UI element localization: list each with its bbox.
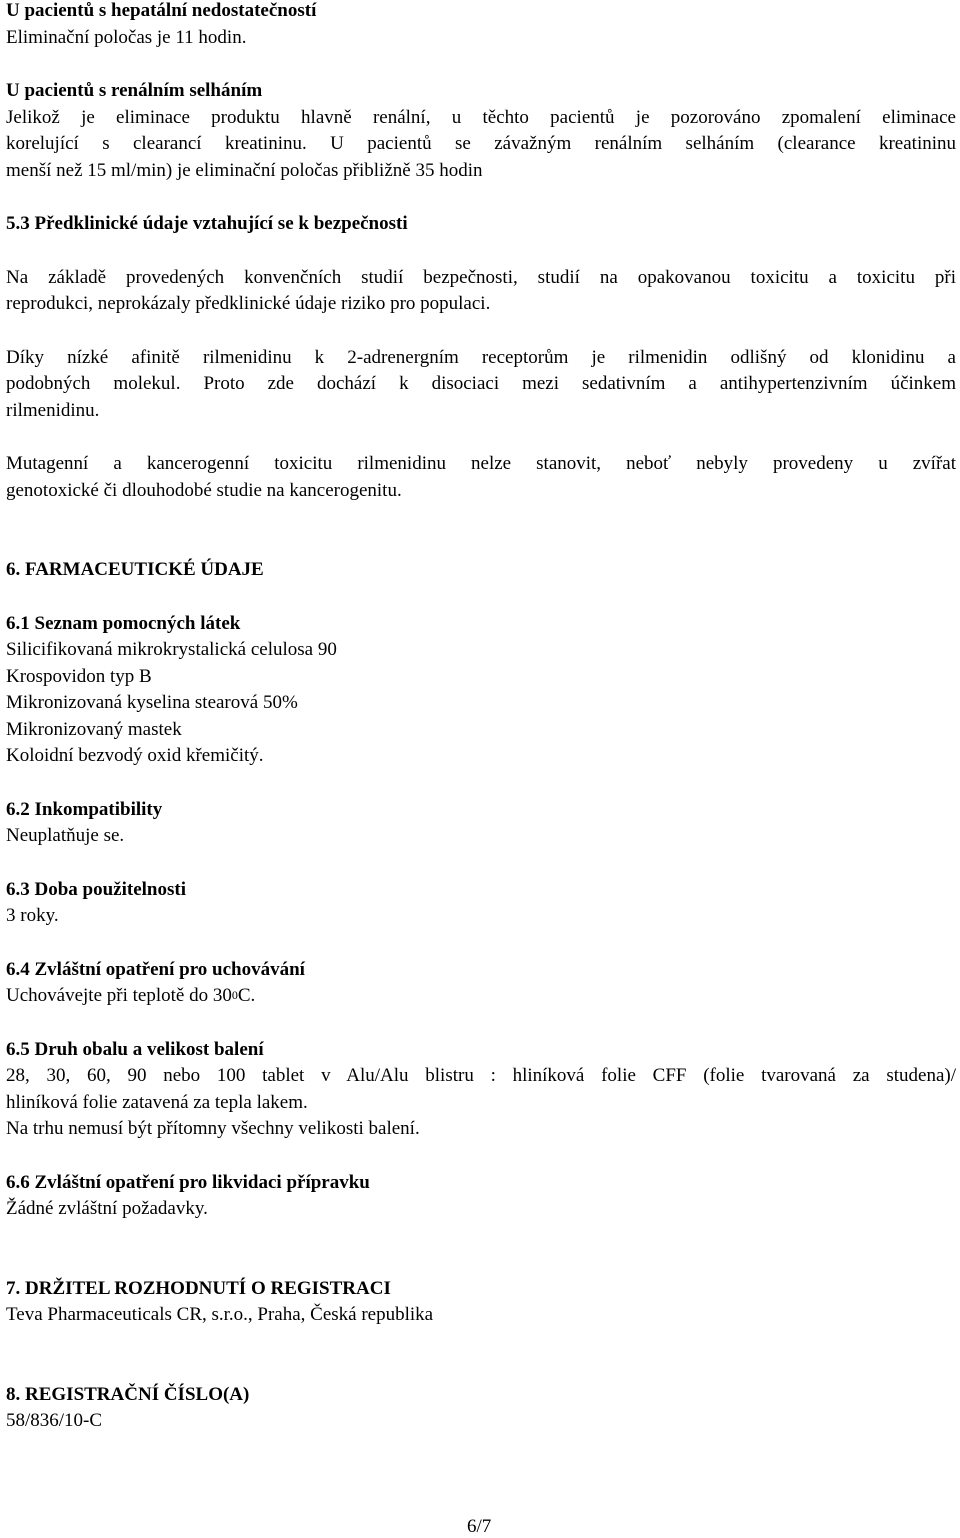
degree-superscript: 0 — [231, 988, 238, 1002]
section-6-4-heading: 6.4 Zvláštní opatření pro uchovávání — [6, 958, 305, 980]
section-5-3 — [6, 211, 956, 504]
section-6-2-heading: 6.2 Inkompatibility — [6, 798, 163, 820]
section-6-5-line-3: Na trhu nemusí být přítomny všechny velikosti balení. — [6, 1118, 420, 1139]
storage-text-main: Uchovávejte při teplotě do 30 — [6, 985, 232, 1006]
section-6-5-line-1: 28, 30, 60, 90 nebo 100 tablet v Alu/Alu blistru : hliníková folie CFF (folie tvarovaná za studena)/ — [6, 1065, 956, 1086]
section-6-6-heading: 6.6 Zvláštní opatření pro likvidaci přípravku — [6, 1171, 370, 1193]
excipient-item: Silicifikovaná mikrokrystalická celulosa 90 — [6, 639, 337, 660]
section-6-heading: 6. FARMACEUTICKÉ ÚDAJE — [6, 559, 264, 580]
renal-line-3: menší než 15 ml/min) je eliminační poločas přibližně 35 hodin — [6, 159, 483, 181]
excipient-item: Mikronizovaný mastek — [6, 718, 182, 740]
section-6 — [6, 557, 956, 1223]
section-6-2-text: Neuplatňuje se. — [6, 825, 125, 846]
excipient-item: Krospovidon typ B — [6, 665, 152, 687]
renal-heading: U pacientů s renálním selháním — [6, 80, 263, 101]
storage-text-unit: C. — [237, 985, 256, 1006]
section-6-5-line-2: hliníková folie zatavená za tepla lakem. — [6, 1091, 308, 1113]
section-7-heading: 7. DRŽITEL ROZHODNUTÍ O REGISTRACI — [6, 1277, 391, 1299]
marketing-authorisation-holder: Teva Pharmaceuticals CR, s.r.o., Praha, Česká republika — [6, 1304, 434, 1325]
section-5-3-heading: 5.3 Předklinické údaje vztahující se k bezpečnosti — [6, 213, 408, 234]
s53-p3-line-1: Mutagenní a kancerogenní toxicitu rilmenidinu nelze stanovit, neboť nebyly provedeny u zvířat — [6, 453, 956, 474]
s53-p3-line-2: genotoxické či dlouhodobé studie na kancerogenitu. — [6, 479, 402, 501]
section-6-1-heading: 6.1 Seznam pomocných látek — [6, 612, 241, 634]
hepatic-heading: U pacientů s hepatální nedostatečností — [6, 0, 317, 21]
excipient-item: Mikronizovaná kyselina stearová 50% — [6, 692, 298, 713]
section-6-3-text: 3 roky. — [6, 905, 59, 926]
renal-section — [6, 78, 956, 184]
page-number: 6/7 — [467, 1516, 492, 1537]
excipient-item: Koloidní bezvodý oxid křemičitý. — [6, 745, 264, 766]
document-page — [6, 0, 956, 1435]
s53-p1-line-1: Na základě provedených konvenčních studií bezpečnosti, studií na opakovanou toxicitu a toxicitu při — [6, 266, 956, 288]
renal-line-1: Jelikož je eliminace produktu hlavně renální, u těchto pacientů je pozorováno zpomalení eliminace — [6, 106, 956, 128]
hepatic-section — [6, 0, 956, 51]
section-6-6-text: Žádné zvláštní požadavky. — [6, 1198, 208, 1219]
hepatic-text: Eliminační poločas je 11 hodin. — [6, 26, 247, 48]
section-8-heading: 8. REGISTRAČNÍ ČÍSLO(A) — [6, 1383, 250, 1405]
section-6-5-heading: 6.5 Druh obalu a velikost balení — [6, 1038, 264, 1060]
section-6-3-heading: 6.3 Doba použitelnosti — [6, 878, 186, 900]
section-8 — [6, 1382, 956, 1435]
registration-number: 58/836/10-C — [6, 1410, 103, 1431]
s53-p2-line-3: rilmenidinu. — [6, 399, 100, 421]
s53-p2-line-2: podobných molekul. Proto zde dochází k disociaci mezi sedativním a antihypertenzivním účinkem — [6, 373, 956, 394]
s53-p1-line-2: reprodukci, neprokázaly předklinické údaje riziko pro populaci. — [6, 293, 491, 314]
section-7 — [6, 1276, 956, 1329]
renal-line-2: korelující s clearancí kreatininu. U pacientů se závažným renálním selháním (clearance kreatininu — [6, 133, 956, 154]
section-6-4-text — [6, 983, 956, 1010]
s53-p2-line-1: Díky nízké afinitě rilmenidinu k 2-adrenergním receptorům je rilmenidin odlišný od klonidinu a — [6, 346, 956, 368]
